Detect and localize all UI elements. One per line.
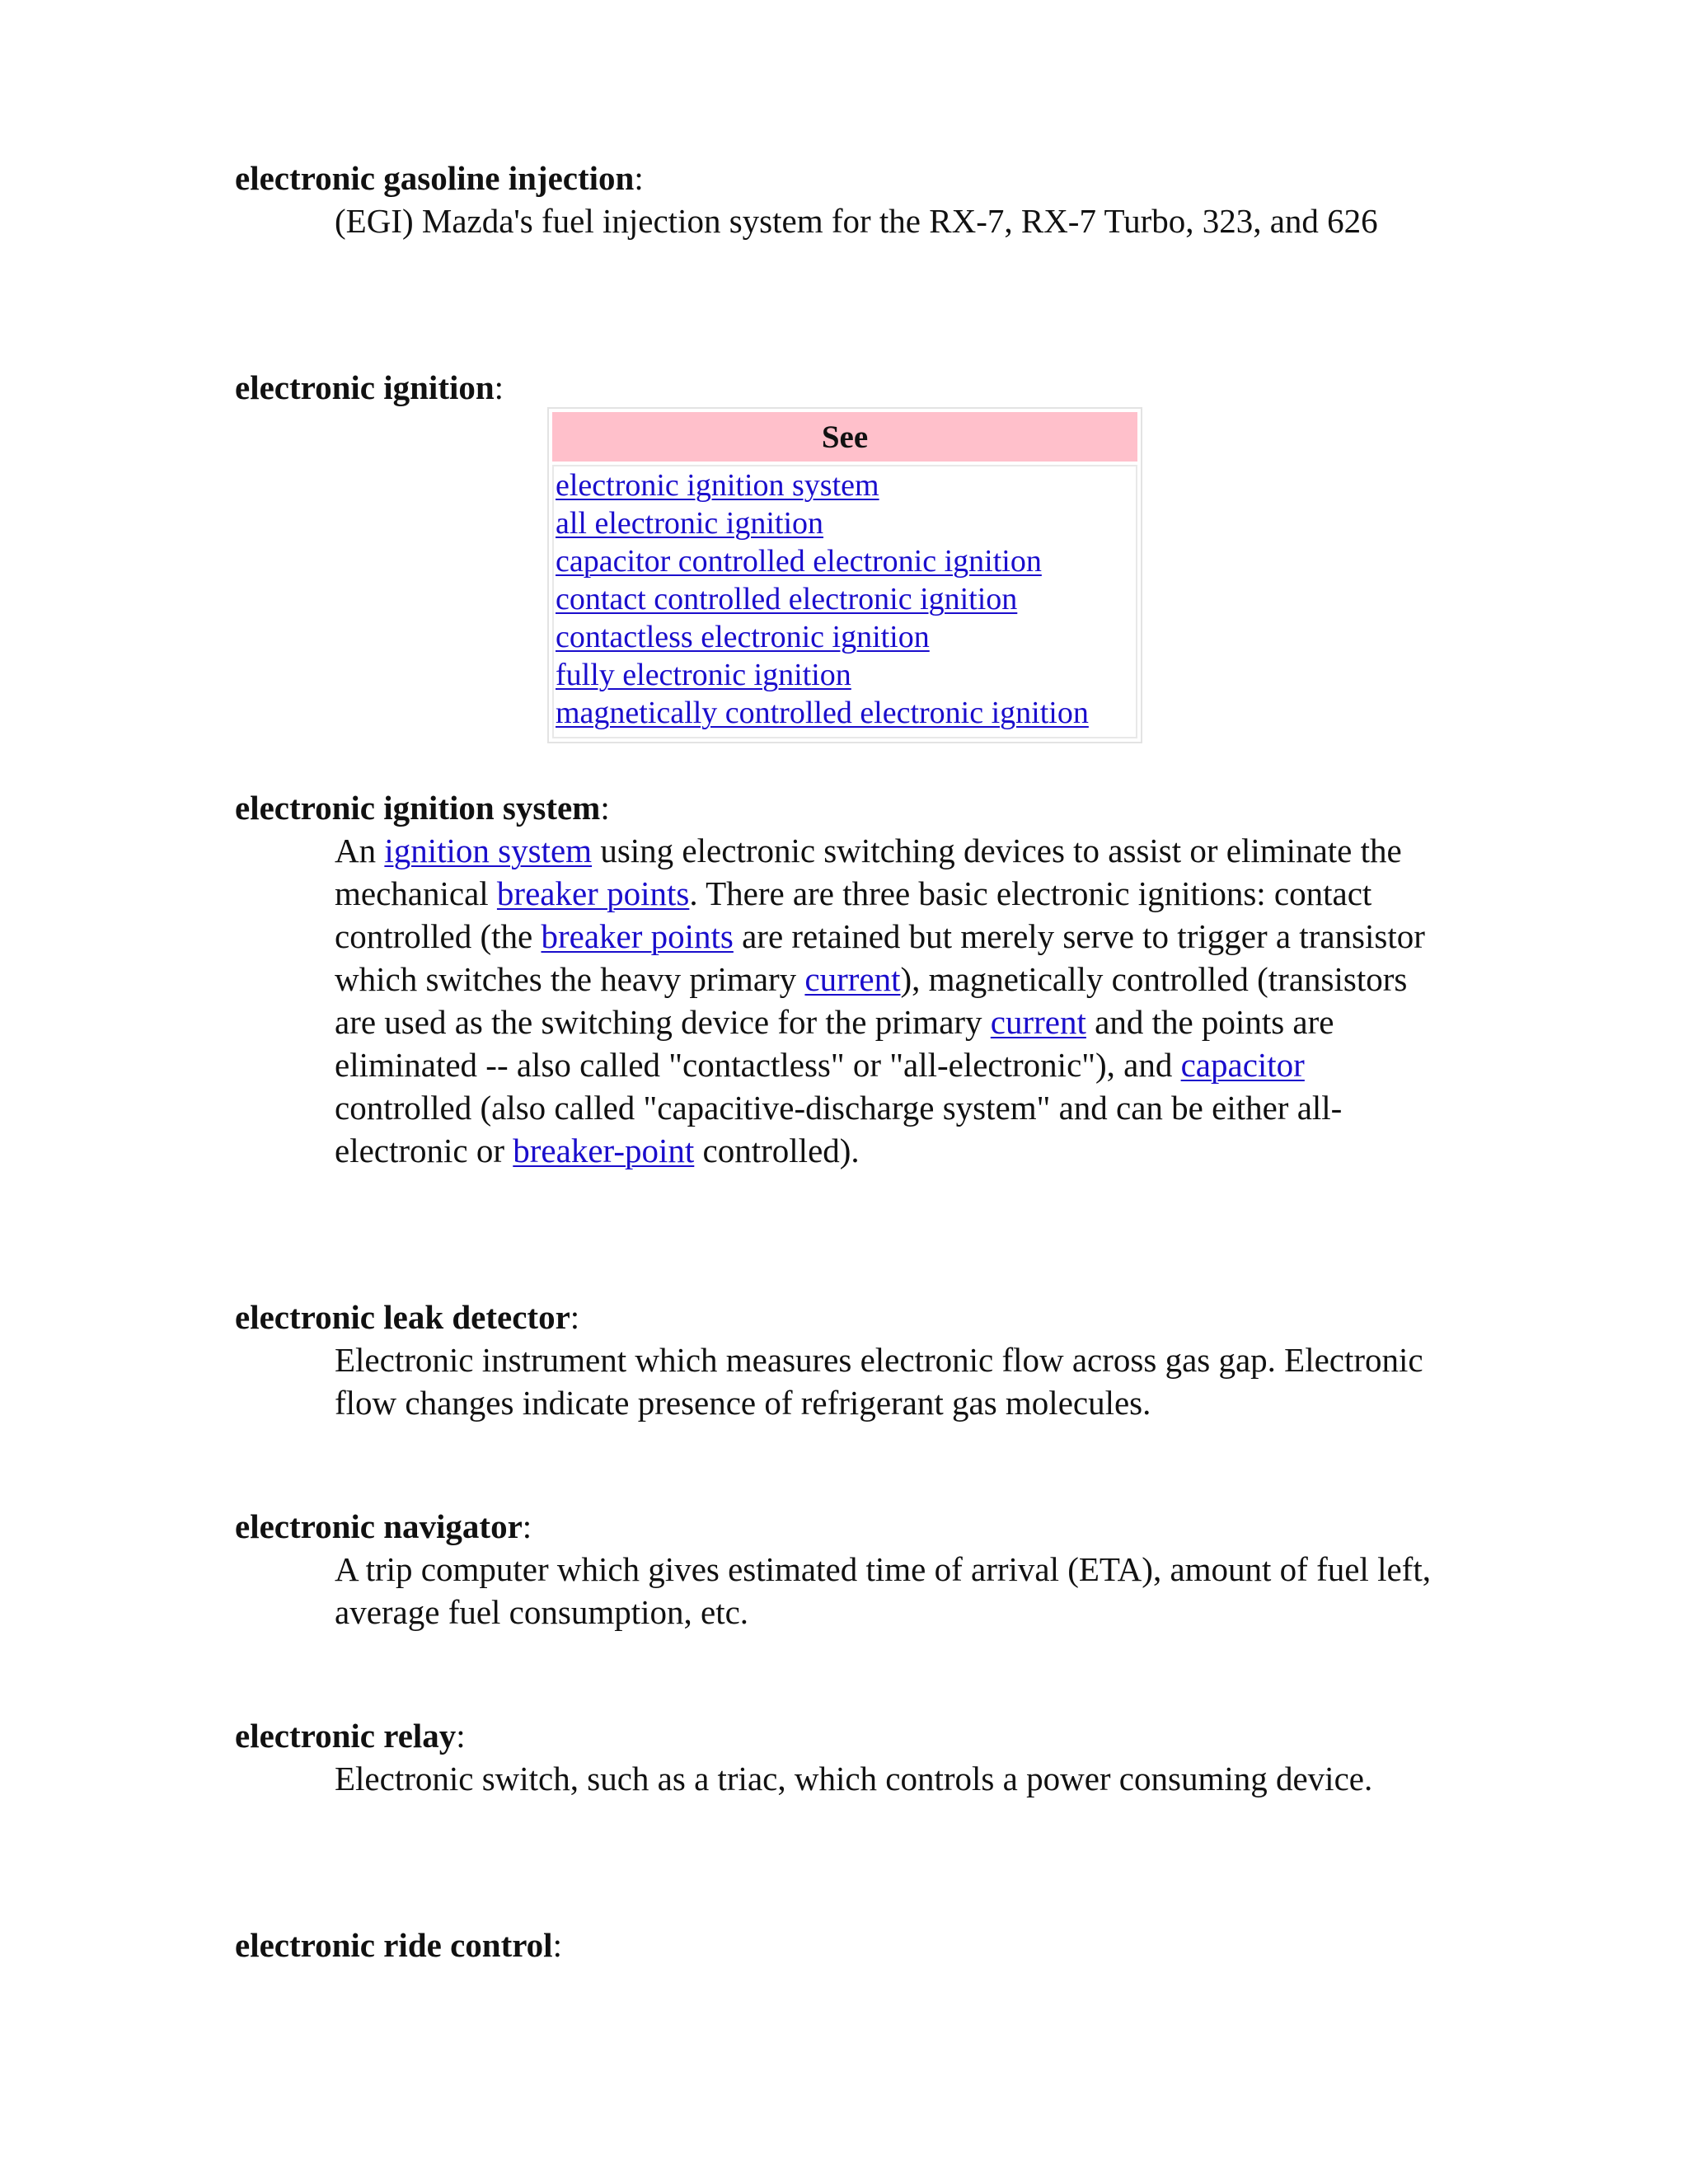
term-line bbox=[235, 786, 1438, 829]
see-link-fully-electronic-ignition[interactable]: fully electronic ignition bbox=[556, 658, 851, 692]
glossary-entry bbox=[235, 1296, 1438, 1424]
term-line bbox=[235, 157, 1438, 199]
link-ignition-system[interactable]: ignition system bbox=[384, 832, 593, 869]
glossary-entry bbox=[235, 1924, 1438, 1966]
term-colon: : bbox=[570, 1298, 580, 1336]
definition-text: using electronic switching devices to assist or eliminate the mechanical bbox=[335, 832, 1402, 912]
see-link-electronic-ignition-system[interactable]: electronic ignition system bbox=[556, 468, 879, 503]
term: electronic ride control bbox=[235, 1926, 553, 1964]
see-also-header: See bbox=[552, 412, 1137, 462]
term: electronic ignition system bbox=[235, 789, 601, 827]
glossary-entry bbox=[235, 1714, 1438, 1800]
definition-text: and the points are eliminated -- also called "contactless" or "all-electronic"), and bbox=[335, 1003, 1334, 1084]
link-current[interactable]: current bbox=[990, 1003, 1086, 1041]
term: electronic leak detector bbox=[235, 1298, 570, 1336]
term: electronic relay bbox=[235, 1717, 457, 1755]
term-line bbox=[235, 1924, 1438, 1966]
glossary-entry bbox=[235, 157, 1438, 242]
definition: (EGI) Mazda's fuel injection system for the RX-7, RX-7 Turbo, 323, and 626 bbox=[335, 202, 1378, 240]
definition: Electronic instrument which measures electronic flow across gas gap. Electronic flow changes indicate presence of refrigerant gas molecules. bbox=[335, 1341, 1423, 1422]
see-link-contact-controlled-electronic-ignition[interactable]: contact controlled electronic ignition bbox=[556, 582, 1018, 616]
definition-text: are retained but merely serve to trigger a transistor which switches the heavy primary bbox=[335, 917, 1425, 998]
definition-text: ), magnetically controlled (transistors are used as the switching device for the primary bbox=[335, 960, 1408, 1041]
see-link-capacitor-controlled-electronic-ignition[interactable]: capacitor controlled electronic ignition bbox=[556, 544, 1042, 579]
term: electronic gasoline injection bbox=[235, 159, 635, 197]
glossary-entry bbox=[235, 366, 1438, 409]
link-breaker-points[interactable]: breaker points bbox=[496, 874, 690, 912]
term: electronic ignition bbox=[235, 368, 495, 406]
see-also-table bbox=[547, 407, 1142, 743]
link-breaker-points[interactable]: breaker points bbox=[541, 917, 734, 955]
definition-text: . There are three basic electronic ignitions: contact controlled (the bbox=[335, 874, 1372, 955]
term-colon: : bbox=[522, 1507, 532, 1545]
definition: A trip computer which gives estimated time of arrival (ETA), amount of fuel left, average fuel consumption, etc. bbox=[335, 1550, 1431, 1631]
link-breaker-point[interactable]: breaker-point bbox=[513, 1132, 695, 1169]
see-also-links bbox=[552, 465, 1137, 738]
glossary-entry bbox=[235, 786, 1438, 1172]
definition: Electronic switch, such as a triac, which controls a power consuming device. bbox=[335, 1760, 1373, 1797]
link-current[interactable]: current bbox=[804, 960, 901, 998]
glossary-entry bbox=[235, 1505, 1438, 1633]
term-colon: : bbox=[634, 159, 644, 197]
term: electronic navigator bbox=[235, 1507, 523, 1545]
see-link-magnetically-controlled-electronic-ignition[interactable]: magnetically controlled electronic ignition bbox=[556, 696, 1089, 730]
see-link-all-electronic-ignition[interactable]: all electronic ignition bbox=[556, 506, 824, 541]
definition bbox=[335, 829, 1431, 1172]
term-colon: : bbox=[552, 1926, 562, 1964]
definition-text: controlled (also called "capacitive-discharge system" and can be either all-electronic or bbox=[335, 1089, 1343, 1169]
term-line bbox=[235, 1505, 1438, 1548]
term-colon: : bbox=[600, 789, 610, 827]
see-link-contactless-electronic-ignition[interactable]: contactless electronic ignition bbox=[556, 620, 930, 654]
term-line bbox=[235, 1296, 1438, 1338]
definition-text: controlled). bbox=[694, 1132, 860, 1169]
link-capacitor[interactable]: capacitor bbox=[1180, 1046, 1305, 1084]
term-colon: : bbox=[456, 1717, 466, 1755]
definition-text: An bbox=[335, 832, 385, 869]
term-line bbox=[235, 366, 1438, 409]
term-colon: : bbox=[494, 368, 504, 406]
term-line bbox=[235, 1714, 1438, 1757]
